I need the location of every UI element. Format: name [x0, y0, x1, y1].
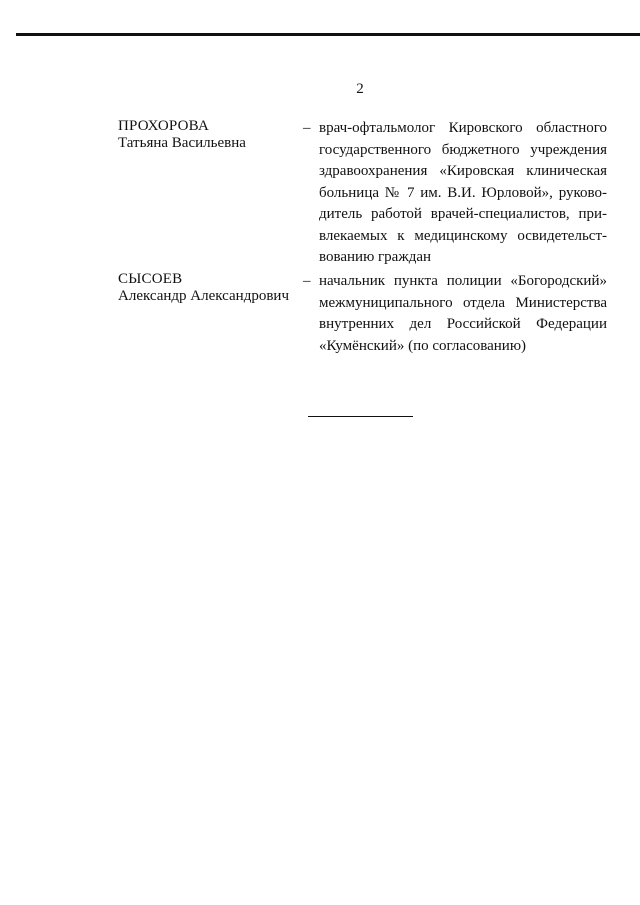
- description-line: здравоохранения «Кировская клиническая: [319, 163, 607, 179]
- member-surname: ПРОХОРОВА: [118, 118, 209, 134]
- member-name: [118, 118, 303, 152]
- entry-dash: –: [303, 273, 311, 289]
- description-line: межмуниципального отдела Министерства: [319, 294, 607, 311]
- description-line: больница № 7 им. В.И. Юрловой», руково-: [319, 184, 607, 201]
- description-line: влекаемых к медицинскому освидетельст-: [319, 227, 607, 244]
- member-surname: СЫСОЕВ: [118, 271, 183, 287]
- description-line: вованию граждан: [319, 249, 432, 265]
- member-given-name: Александр Александрович: [118, 288, 289, 304]
- description-line: внутренних дел Российской Федерации: [319, 316, 607, 332]
- description-line: «Кумёнский» (по согласованию): [319, 337, 527, 354]
- end-rule: [308, 416, 413, 417]
- description-line: начальник пункта полиции «Богородский»: [319, 273, 607, 289]
- description-line: врач-офтальмолог Кировского областного: [319, 120, 607, 136]
- member-description: [319, 118, 607, 269]
- page-number: 2: [356, 81, 364, 97]
- member-name: [118, 271, 303, 305]
- member-given-name: Татьяна Васильевна: [118, 135, 246, 151]
- entry-dash: –: [303, 120, 311, 136]
- description-line: государственного бюджетного учреждения: [319, 141, 607, 158]
- member-description: [319, 271, 607, 357]
- description-line: дитель работой врачей-специалистов, при-: [319, 206, 607, 222]
- header-rule: [16, 33, 640, 36]
